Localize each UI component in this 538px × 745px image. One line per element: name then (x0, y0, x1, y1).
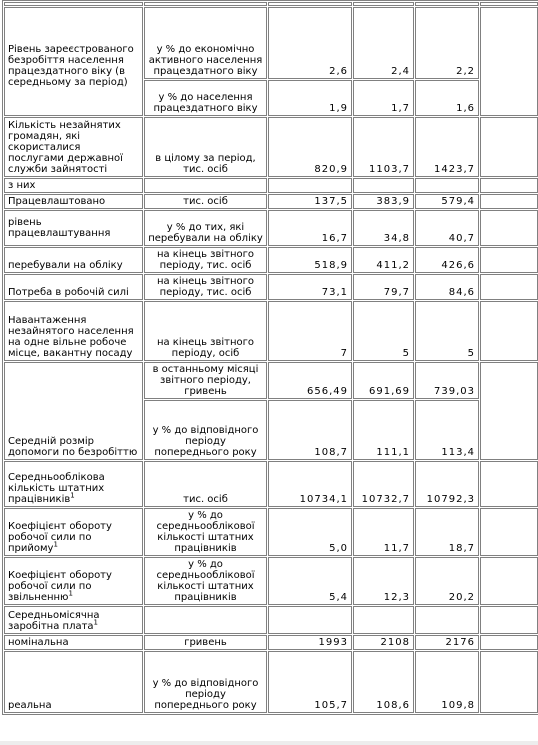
value-cell-3: 84,6 (415, 274, 479, 300)
value-cell-1: 518,9 (268, 247, 352, 273)
value-cell-3: 20,2 (415, 557, 479, 605)
value-cell-2: 2108 (353, 635, 414, 650)
value-cell-2: 108,6 (353, 651, 414, 713)
empty-cell (480, 301, 538, 361)
value-cell-3: 426,6 (415, 247, 479, 273)
indicator-cell: Кількість незайнятих громадян, які скористалися послугами державної служби зайнятості (4, 117, 143, 177)
value-cell-2 (353, 2, 414, 6)
indicator-text: Середньооблікова кількість штатних працівників (8, 472, 105, 505)
value-cell-1: 1993 (268, 635, 352, 650)
unit-cell: на кінець звітного періоду, осіб (144, 301, 267, 361)
table-row (4, 210, 538, 246)
value-cell-1: 2,6 (268, 7, 352, 79)
value-cell-2: 383,9 (353, 194, 414, 209)
unit-cell (144, 178, 267, 193)
value-cell-3 (415, 2, 479, 6)
unit-cell: у % до відповідного періоду попереднього року (144, 400, 267, 460)
footnote-mark: 1 (53, 540, 58, 549)
indicator-cell: номінальна (4, 635, 143, 650)
indicator-cell: рівень працевлаштування (4, 210, 143, 246)
value-cell-1: 656,49 (268, 362, 352, 399)
unit-cell: у % до економічно активного населення працездатного віку (144, 7, 267, 79)
value-cell-3: 40,7 (415, 210, 479, 246)
value-cell-2: 1103,7 (353, 117, 414, 177)
unit-cell: у % до середньооблікової кількості штатних працівників (144, 508, 267, 556)
unit-cell: у % до середньооблікової кількості штатних працівників (144, 557, 267, 605)
unit-cell: тис. осіб (144, 461, 267, 507)
empty-cell (480, 7, 538, 116)
table-row (4, 247, 538, 273)
value-cell-3: 5 (415, 301, 479, 361)
empty-cell (480, 2, 538, 6)
value-cell-2: 12,3 (353, 557, 414, 605)
unit-cell: на кінець звітного періоду, тис. осіб (144, 274, 267, 300)
unit-cell: у % до відповідного періоду попереднього року (144, 651, 267, 713)
indicator-cell (4, 557, 143, 605)
empty-cell (480, 178, 538, 193)
indicator-cell: з них (4, 178, 143, 193)
empty-cell (480, 210, 538, 246)
value-cell-1: 5,4 (268, 557, 352, 605)
indicator-text: Коефіцієнт обороту робочої сили по прийому (8, 521, 112, 554)
empty-cell (480, 557, 538, 605)
value-cell-2: 2,4 (353, 7, 414, 79)
indicator-text: Коефіцієнт обороту робочої сили по звільненню (8, 570, 112, 603)
indicator-cell: реальна (4, 651, 143, 713)
empty-cell (480, 461, 538, 507)
statistics-table-container (2, 0, 535, 715)
unit-cell: у % до тих, які перебували на обліку (144, 210, 267, 246)
value-cell-1: 16,7 (268, 210, 352, 246)
table-row (4, 194, 538, 209)
table-row (4, 7, 538, 79)
table-row (4, 362, 538, 399)
value-cell-3 (415, 606, 479, 634)
indicator-cell (4, 508, 143, 556)
value-cell-2: 5 (353, 301, 414, 361)
unit-cell (144, 606, 267, 634)
value-cell-1: 5,0 (268, 508, 352, 556)
indicator-cell: перебували на обліку (4, 247, 143, 273)
value-cell-3: 1,6 (415, 80, 479, 116)
value-cell-1 (268, 606, 352, 634)
table-row (4, 508, 538, 556)
value-cell-2: 79,7 (353, 274, 414, 300)
indicator-cell (4, 461, 143, 507)
value-cell-3: 1423,7 (415, 117, 479, 177)
value-cell-2: 1,7 (353, 80, 414, 116)
value-cell-2: 10732,7 (353, 461, 414, 507)
labor-statistics-table (2, 0, 538, 715)
value-cell-1: 820,9 (268, 117, 352, 177)
value-cell-1 (268, 178, 352, 193)
empty-cell (480, 194, 538, 209)
table-row (4, 178, 538, 193)
unit-cell: у % до населення працездатного віку (144, 80, 267, 116)
footnote-mark: 1 (68, 589, 73, 598)
footnote-mark: 1 (93, 618, 99, 627)
value-cell-1: 7 (268, 301, 352, 361)
value-cell-2: 411,2 (353, 247, 414, 273)
table-row (4, 461, 538, 507)
empty-cell (480, 274, 538, 300)
value-cell-3: 739,03 (415, 362, 479, 399)
value-cell-3: 109,8 (415, 651, 479, 713)
value-cell-3: 579,4 (415, 194, 479, 209)
page-bottom-strip (0, 741, 538, 745)
indicator-cell: Рівень зареєстрованого безробіття населення працездатного віку (в середньому за період) (4, 7, 143, 116)
unit-cell: в останньому місяці звітного періоду, гривень (144, 362, 267, 399)
indicator-cell: Середній розмір допомоги по безробіттю (4, 362, 143, 460)
value-cell-3: 10792,3 (415, 461, 479, 507)
value-cell-3: 18,7 (415, 508, 479, 556)
table-row (4, 557, 538, 605)
value-cell-1: 137,5 (268, 194, 352, 209)
value-cell-3: 2176 (415, 635, 479, 650)
table-row (4, 301, 538, 361)
indicator-cell (4, 2, 143, 6)
unit-cell: тис. осіб (144, 194, 267, 209)
value-cell-1: 73,1 (268, 274, 352, 300)
value-cell-1: 105,7 (268, 651, 352, 713)
empty-cell (480, 606, 538, 634)
table-row (4, 117, 538, 177)
unit-cell: в цілому за період, тис. осіб (144, 117, 267, 177)
value-cell-3 (415, 178, 479, 193)
value-cell-2 (353, 178, 414, 193)
value-cell-2: 111,1 (353, 400, 414, 460)
value-cell-2: 34,8 (353, 210, 414, 246)
value-cell-3: 2,2 (415, 7, 479, 79)
empty-cell (480, 508, 538, 556)
table-row (4, 635, 538, 650)
value-cell-2 (353, 606, 414, 634)
empty-cell (480, 651, 538, 713)
empty-cell (480, 362, 538, 460)
indicator-cell: Потреба в робочій силі (4, 274, 143, 300)
value-cell-1: 1,9 (268, 80, 352, 116)
value-cell-1 (268, 2, 352, 6)
indicator-cell (4, 606, 143, 634)
value-cell-1: 108,7 (268, 400, 352, 460)
indicator-cell: Навантаження незайнятого населення на одне вільне робоче місце, вакантну посаду (4, 301, 143, 361)
empty-cell (480, 635, 538, 650)
value-cell-3: 113,4 (415, 400, 479, 460)
value-cell-2: 11,7 (353, 508, 414, 556)
empty-cell (480, 247, 538, 273)
value-cell-1: 10734,1 (268, 461, 352, 507)
table-row (4, 606, 538, 634)
unit-cell: гривень (144, 635, 267, 650)
empty-cell (480, 117, 538, 177)
indicator-text: Середньомісячна заробітна плата (8, 610, 100, 632)
table-row (4, 2, 538, 6)
table-row (4, 651, 538, 713)
table-row (4, 274, 538, 300)
unit-cell: на кінець звітного періоду, тис. осіб (144, 247, 267, 273)
indicator-cell: Працевлаштовано (4, 194, 143, 209)
unit-cell (144, 2, 267, 6)
footnote-mark: 1 (70, 491, 75, 500)
value-cell-2: 691,69 (353, 362, 414, 399)
